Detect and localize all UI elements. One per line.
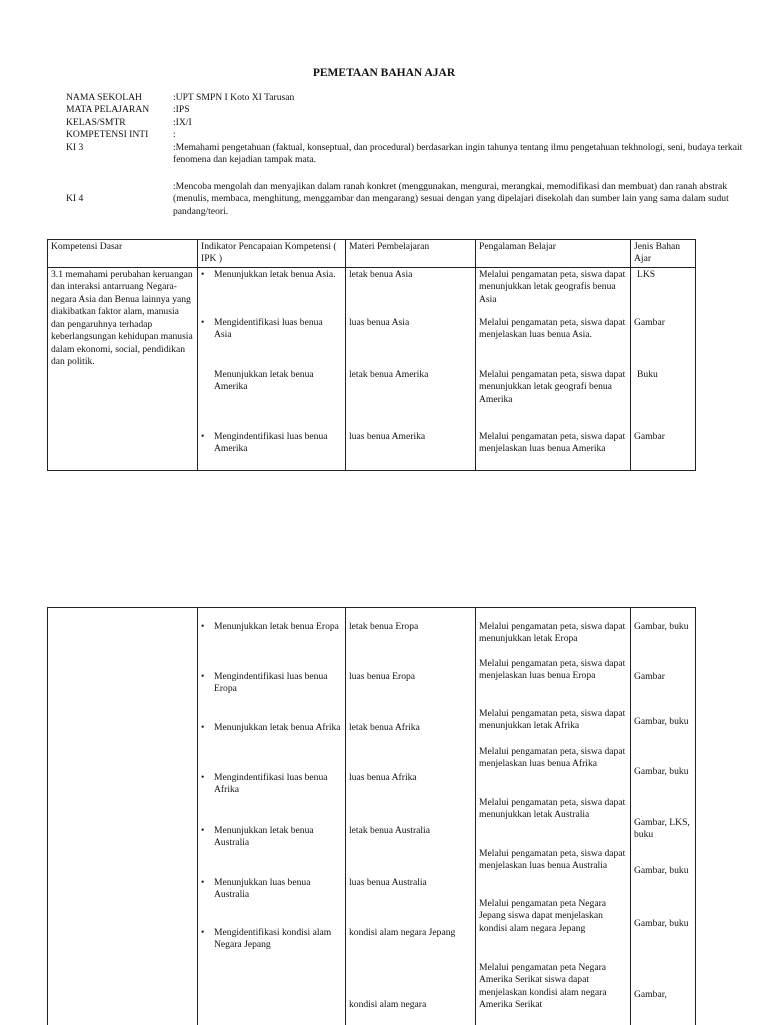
info-label: MATA PELAJARAN <box>66 104 150 116</box>
jenis-text: Gambar, <box>634 989 667 1000</box>
pengalaman-text: Melalui pengamatan peta, siswa dapat menunjukkan letak Eropa <box>479 621 626 645</box>
materi-text: kondisi alam negara <box>349 999 427 1010</box>
ki3-text: :Memahami pengetahuan (faktual, konseptual, dan procedural) berdasarkan ingin tahunya tentang ilmu pengetahuan tekhnologi, seni, budaya terkait fenomena dan kejadian tampak mata. <box>173 142 743 166</box>
materi-text: letak benua Asia <box>349 268 413 280</box>
ki3-label: KI 3 <box>66 142 84 153</box>
ipk-text: Mengidentifikasi luas benua Asia <box>214 316 323 341</box>
list-item <box>201 722 342 772</box>
materi-text: letak benua Eropa <box>349 621 419 632</box>
pengalaman-text: Melalui pengamatan peta, siswa dapat menjelaskan luas benua Afrika <box>479 746 626 770</box>
pengalaman-text: Melalui pengamatan peta, siswa dapat menunjukkan letak geografi benua Amerika <box>479 368 626 405</box>
list-item <box>201 269 342 317</box>
ipk-text: Menunjukkan letak benua Australia <box>214 825 314 849</box>
materi-text: luas benua Australia <box>349 877 427 888</box>
materi-text: luas benua Afrika <box>349 772 417 783</box>
list-item <box>201 431 342 456</box>
ipk-text: Mengidentifikasi kondisi alam Negara Jepang <box>214 927 332 951</box>
materi-cell <box>346 267 476 470</box>
bullet-icon: • <box>201 671 205 682</box>
pengalaman-cell <box>476 267 631 470</box>
ki4-text: :Mencoba mengolah dan menyajikan dalam ranah konkret (menggunakan, mengurai, merangkai, memodifikasi dan membuat) dan ranah abstrak (menulis, membaca, menghitung, menggambar dan mengarang) sesuai dengan yang dipelajari disekolah dan sumber lain yang sama dalam sudut pandang/teori. <box>173 181 729 217</box>
jenis-cell <box>631 608 696 1025</box>
list-item <box>201 621 342 671</box>
info-value: :UPT SMPN I Koto XI Tarusan <box>173 92 295 103</box>
jenis-text: Buku <box>637 368 658 380</box>
materi-cell <box>346 608 476 1025</box>
info-value: : <box>173 129 176 141</box>
header-ipk: Indikator Pencapaian Kompetensi ( IPK ) <box>198 240 346 268</box>
jenis-text: Gambar <box>634 316 665 328</box>
jenis-text: Gambar, buku <box>634 865 689 876</box>
pengalaman-text: Melalui pengamatan peta, siswa dapat menunjukkan letak geografis benua Asia <box>479 268 626 305</box>
list-item <box>201 825 342 877</box>
ipk-text: Menunjukkan letak benua Eropa <box>214 621 339 632</box>
school-info <box>66 92 756 142</box>
bullet-icon: • <box>201 316 205 328</box>
jenis-text: Gambar, buku <box>634 716 689 727</box>
bullet-icon: • <box>201 877 205 888</box>
document-title: PEMETAAN BAHAN AJAR <box>312 67 456 79</box>
info-value: :IX/I <box>173 116 192 128</box>
pengalaman-text: Melalui pengamatan peta, siswa dapat menjelaskan luas benua Asia. <box>479 316 626 341</box>
mapping-table-page-2 <box>47 607 696 1025</box>
list-item <box>201 772 342 825</box>
jenis-text: Gambar, LKS, buku <box>634 817 690 841</box>
ipk-text: Mengindentifikasi luas benua Eropa <box>214 671 328 695</box>
list-item <box>201 877 342 927</box>
info-label: KELAS/SMTR <box>66 116 126 128</box>
bullet-icon: • <box>201 772 205 783</box>
bullet-icon: • <box>201 430 205 442</box>
list-item <box>201 317 342 369</box>
info-row-subject <box>66 104 756 116</box>
materi-text: letak benua Australia <box>349 825 430 836</box>
ki4-label: KI 4 <box>66 193 84 205</box>
materi-text: luas benua Amerika <box>349 430 426 442</box>
ki3-row <box>66 142 756 167</box>
mapping-table-page-1 <box>47 239 696 471</box>
info-row-core-competency <box>66 129 756 141</box>
list-item <box>201 369 342 431</box>
bullet-icon: • <box>201 268 205 280</box>
pengalaman-text: Melalui pengamatan peta Negara Amerika Serikat siswa dapat menjelaskan kondisi alam negara Amerika Serikat <box>479 962 607 1011</box>
bullet-icon: • <box>201 621 205 632</box>
bullet-icon: • <box>201 825 205 836</box>
pengalaman-text: Melalui pengamatan peta, siswa dapat menjelaskan luas benua Eropa <box>479 658 626 682</box>
bullet-icon: • <box>201 927 205 938</box>
list-item <box>201 671 342 722</box>
header-kompetensi-dasar: Kompetensi Dasar <box>48 240 198 268</box>
jenis-text: Gambar <box>634 430 665 442</box>
pengalaman-cell <box>476 608 631 1025</box>
header-pengalaman: Pengalaman Belajar <box>476 240 631 268</box>
ipk-text: Menunjukkan letak benua Amerika <box>214 368 314 393</box>
pengalaman-text: Melalui pengamatan peta, siswa dapat menjelaskan luas benua Australia <box>479 848 626 872</box>
jenis-cell <box>631 267 696 470</box>
ipk-text: Menunjukkan letak benua Afrika <box>214 722 341 733</box>
jenis-text: Gambar <box>634 671 665 682</box>
pengalaman-text: Melalui pengamatan peta, siswa dapat menunjukkan letak Australia <box>479 797 626 821</box>
info-value: :IPS <box>173 104 190 116</box>
table-row <box>48 267 696 470</box>
materi-text: luas benua Asia <box>349 316 410 328</box>
jenis-text: Gambar, buku <box>634 766 689 777</box>
table-row <box>48 608 696 1025</box>
pengalaman-text: Melalui pengamatan peta, siswa dapat menjelaskan luas benua Amerika <box>479 430 626 455</box>
ipk-text: Menunjukkan letak benua Asia. <box>214 268 336 280</box>
materi-text: letak benua Afrika <box>349 722 420 733</box>
ipk-text: Mengindentifikasi luas benua Amerika <box>214 430 328 455</box>
header-jenis: Jenis Bahan Ajar <box>631 240 696 268</box>
kd-cell-empty <box>48 608 198 1025</box>
jenis-text: LKS <box>637 268 656 280</box>
info-label: NAMA SEKOLAH <box>66 92 142 103</box>
info-label: KOMPETENSI INTI <box>66 129 149 141</box>
jenis-text: Gambar, buku <box>634 918 689 929</box>
info-row-class <box>66 117 756 129</box>
materi-text: letak benua Amerika <box>349 368 429 380</box>
ki4-row <box>66 181 756 218</box>
materi-text: luas benua Eropa <box>349 671 416 682</box>
header-materi: Materi Pembelajaran <box>346 240 476 268</box>
info-row-school <box>66 92 756 104</box>
ipk-cell <box>198 608 346 1025</box>
ipk-text: Mengindentifikasi luas benua Afrika <box>214 772 328 796</box>
ipk-text: Menunjukkan luas benua Australia <box>214 877 311 901</box>
pengalaman-text: Melalui pengamatan peta Negara Jepang siswa dapat menjelaskan kondisi alam negara Jepang <box>479 898 607 934</box>
bullet-icon: • <box>201 722 205 733</box>
list-item <box>201 927 342 952</box>
jenis-text: Gambar, buku <box>634 621 689 632</box>
pengalaman-text: Melalui pengamatan peta, siswa dapat menunjukkan letak Afrika <box>479 708 626 732</box>
materi-text: kondisi alam negara Jepang <box>349 927 456 938</box>
kd-cell: 3.1 memahami perubahan keruangan dan interaksi antarruang Negara-negara Asia dan Benua lainnya yang diakibatkan faktor alam, manusia dan pengaruhnya terhadap keberlangsungan kehidupan manusia dalam ekonomi, social, pendidikan dan politik. <box>48 267 198 470</box>
table-header-row <box>48 240 696 268</box>
ipk-cell <box>198 267 346 470</box>
